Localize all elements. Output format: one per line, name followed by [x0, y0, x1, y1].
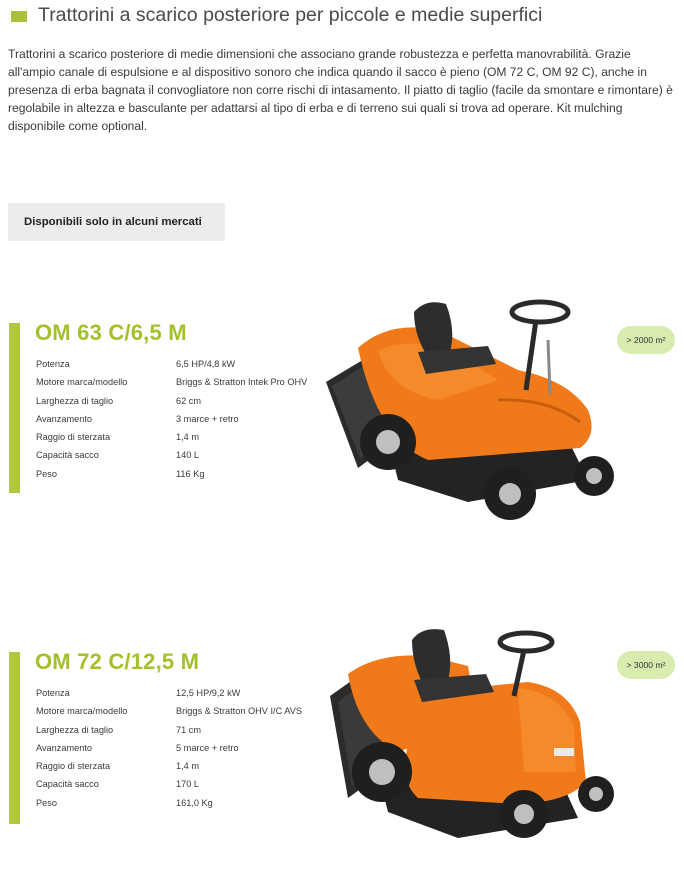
spec-row	[36, 761, 336, 779]
product-2-mower-image	[318, 622, 620, 858]
spec-label: Potenza	[36, 359, 70, 369]
spec-row	[36, 450, 336, 468]
spec-row	[36, 359, 336, 377]
spec-value: 12,5 HP/9,2 kW	[176, 688, 241, 698]
spec-value: 1,4 m	[176, 432, 199, 443]
spec-row	[36, 377, 336, 395]
product-2-area-badge: > 3000 m²	[617, 651, 675, 679]
spec-row	[36, 688, 336, 706]
spec-label: Potenza	[36, 688, 70, 698]
spec-value: 1,4 m	[176, 761, 199, 772]
spec-value: 170 L	[176, 779, 199, 790]
spec-value: Briggs & Stratton OHV I/C AVS	[176, 706, 302, 717]
spec-value: 71 cm	[176, 724, 202, 735]
spec-row	[36, 396, 336, 414]
spec-row	[36, 725, 336, 743]
spec-value: 3 marce + retro	[176, 413, 239, 424]
spec-value: 161,0 Kg	[176, 797, 213, 808]
spec-label: Capacità sacco	[36, 779, 99, 790]
spec-label: Larghezza di taglio	[36, 724, 114, 735]
product-2-name: OM 72 C/12,5 M	[35, 649, 200, 674]
product-1-mower-image	[318, 290, 620, 530]
spec-row	[36, 414, 336, 432]
spec-label: Avanzamento	[36, 413, 93, 424]
product-1-spec-table	[36, 359, 336, 487]
spec-label: Motore marca/modello	[36, 706, 128, 717]
spec-label: Peso	[36, 797, 57, 808]
availability-note: Disponibili solo in alcuni mercati	[24, 216, 202, 228]
product-1-area-badge: > 2000 m²	[617, 326, 675, 354]
product-1-accent-bar	[9, 323, 20, 493]
spec-label: Raggio di sterzata	[36, 432, 111, 443]
page-title: Trattorini a scarico posteriore per piccole e medie superfici	[38, 4, 543, 26]
spec-row	[36, 432, 336, 450]
spec-value: Briggs & Stratton Intek Pro OHV	[176, 377, 308, 388]
spec-row	[36, 798, 336, 816]
product-2-accent-bar	[9, 652, 20, 824]
spec-value: 5 marce + retro	[176, 742, 239, 753]
spec-row	[36, 743, 336, 761]
spec-value: 6,5 HP/4,8 kW	[176, 359, 236, 369]
spec-value: 116 Kg	[176, 468, 205, 479]
spec-label: Peso	[36, 468, 57, 479]
spec-label: Motore marca/modello	[36, 377, 128, 388]
spec-label: Larghezza di taglio	[36, 395, 114, 406]
intro-paragraph: Trattorini a scarico posteriore di medie dimensioni che associano grande robustezza e perfetta manovrabilità. Grazie all'ampio canale di espulsione e al dispositivo sonoro che indica quando il sacco è pieno (OM 72 C, OM 92 C), anche in presenza di erba bagnata il convogliatore non corre rischi di intasamento. Il piatto di taglio (facile da smontare e rimontare) è regolabile in altezza e basculante per adattarsi al tipo di erba e di terreno sui quali si trova ad operare. Kit mulching disponibile come optional.	[8, 47, 673, 133]
product-1-name: OM 63 C/6,5 M	[35, 320, 187, 345]
title-marker	[11, 11, 27, 22]
spec-label: Raggio di sterzata	[36, 761, 111, 772]
spec-row	[36, 706, 336, 724]
spec-row	[36, 469, 336, 487]
spec-row	[36, 779, 336, 797]
spec-value: 62 cm	[176, 395, 202, 406]
spec-value: 140 L	[176, 450, 199, 461]
spec-label: Capacità sacco	[36, 450, 99, 461]
product-2-spec-table	[36, 688, 336, 816]
spec-label: Avanzamento	[36, 742, 93, 753]
